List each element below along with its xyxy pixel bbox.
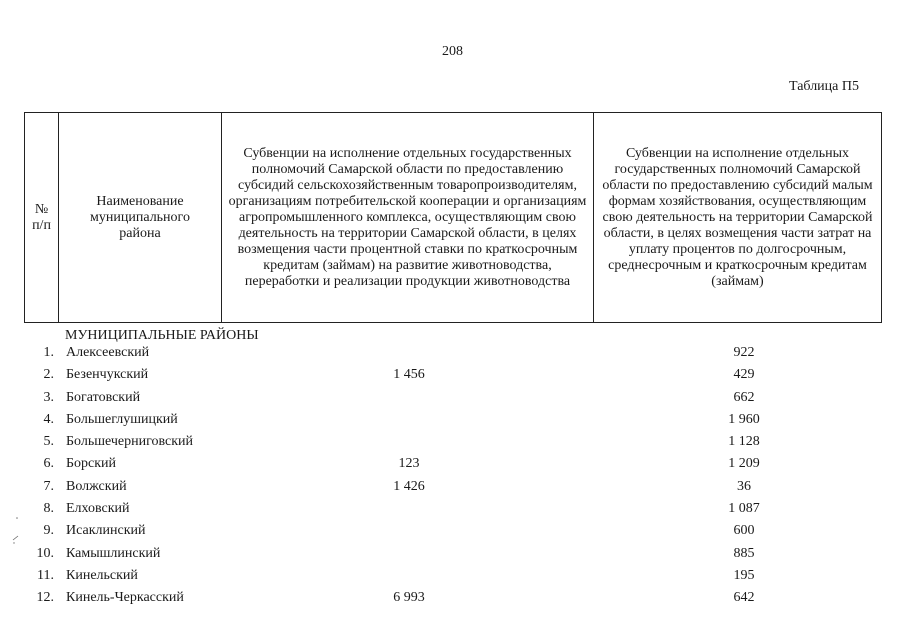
table-row (24, 364, 882, 386)
row-district-name: Кинель-Черкасский (66, 590, 184, 606)
table-header (24, 112, 882, 323)
row-number: 4. (43, 411, 54, 427)
page-number: 208 (442, 44, 463, 59)
row-number: 7. (43, 478, 54, 494)
row-district-name: Алексеевский (66, 345, 150, 360)
row-number: 6. (43, 456, 54, 472)
header-col-name-label: Наименование муниципального района (90, 193, 190, 241)
table-row (24, 587, 882, 609)
row-value-small: 195 (733, 567, 755, 583)
row-value-small: 885 (733, 545, 755, 561)
table-row (24, 387, 882, 409)
row-value-small: 1 128 (728, 434, 760, 450)
scan-speck-marks (11, 516, 23, 546)
row-district-name: Большечерниговский (66, 434, 194, 450)
table-row (24, 565, 882, 587)
table-row (24, 431, 882, 453)
table-label: Таблица П5 (789, 79, 859, 94)
row-value-agri: 1 426 (393, 478, 425, 494)
row-number: 5. (43, 434, 54, 450)
table-row (24, 342, 882, 364)
table-row (24, 409, 882, 431)
table-row (24, 476, 882, 498)
row-value-small: 36 (737, 478, 751, 494)
row-number: 11. (37, 567, 54, 583)
row-number: 1. (43, 345, 54, 360)
row-district-name: Исаклинский (66, 523, 146, 539)
row-value-agri: 6 993 (393, 590, 425, 606)
table-row (24, 498, 882, 520)
row-value-small: 1 209 (728, 456, 760, 472)
row-value-small: 600 (733, 523, 755, 539)
header-col-name (59, 113, 222, 322)
row-value-small: 429 (733, 367, 755, 383)
row-number: 2. (43, 367, 54, 383)
row-district-name: Большеглушицкий (66, 411, 178, 427)
row-value-agri: 1 456 (393, 367, 425, 383)
table-row (24, 543, 882, 565)
row-value-small: 642 (733, 590, 755, 606)
table-body (24, 342, 882, 610)
row-value-agri: 123 (398, 456, 420, 472)
section-title: МУНИЦИПАЛЬНЫЕ РАЙОНЫ (65, 328, 259, 343)
row-district-name: Камышлинский (66, 545, 161, 561)
table-row (24, 453, 882, 475)
table-row (24, 520, 882, 542)
row-district-name: Богатовский (66, 389, 141, 405)
header-col-number-label: № п/п (32, 201, 51, 233)
header-col-subsidy-agri (222, 113, 594, 322)
row-number: 8. (43, 501, 54, 517)
row-district-name: Елховский (66, 501, 130, 517)
header-col-subsidy-small (594, 113, 881, 322)
row-number: 12. (36, 590, 54, 606)
row-number: 9. (43, 523, 54, 539)
row-district-name: Безенчукский (66, 367, 149, 383)
row-district-name: Кинельский (66, 567, 138, 583)
row-district-name: Волжский (66, 478, 127, 494)
header-col-subsidy-agri-label: Субвенции на исполнение отдельных государственных полномочий Самарской области по предоставлению субсидий сельскохозяйственным товаропроизводителям, организациям потребительской кооперации и организациям агропромышленного комплекса, осуществляющим свою деятельность на территории Самарской области, в целях возмещения части процентной ставки по краткосрочным кредитам (займам) на развитие животноводства, переработки и реализации продукции животноводства (228, 145, 587, 289)
row-value-small: 1 960 (728, 411, 760, 427)
header-col-number (25, 113, 59, 322)
row-value-small: 662 (733, 389, 755, 405)
row-value-small: 1 087 (728, 501, 760, 517)
row-number: 10. (36, 545, 54, 561)
row-number: 3. (43, 389, 54, 405)
row-value-small: 922 (733, 345, 755, 360)
header-col-subsidy-small-label: Субвенции на исполнение отдельных государственных полномочий Самарской области по предоставлению субсидий малым формам хозяйствования, осуществляющим свою деятельность на территории Самарской области, в целях возмещения части затрат на уплату процентов по долгосрочным, среднесрочным и краткосрочным кредитам (займам) (602, 145, 873, 289)
row-district-name: Борский (66, 456, 117, 472)
